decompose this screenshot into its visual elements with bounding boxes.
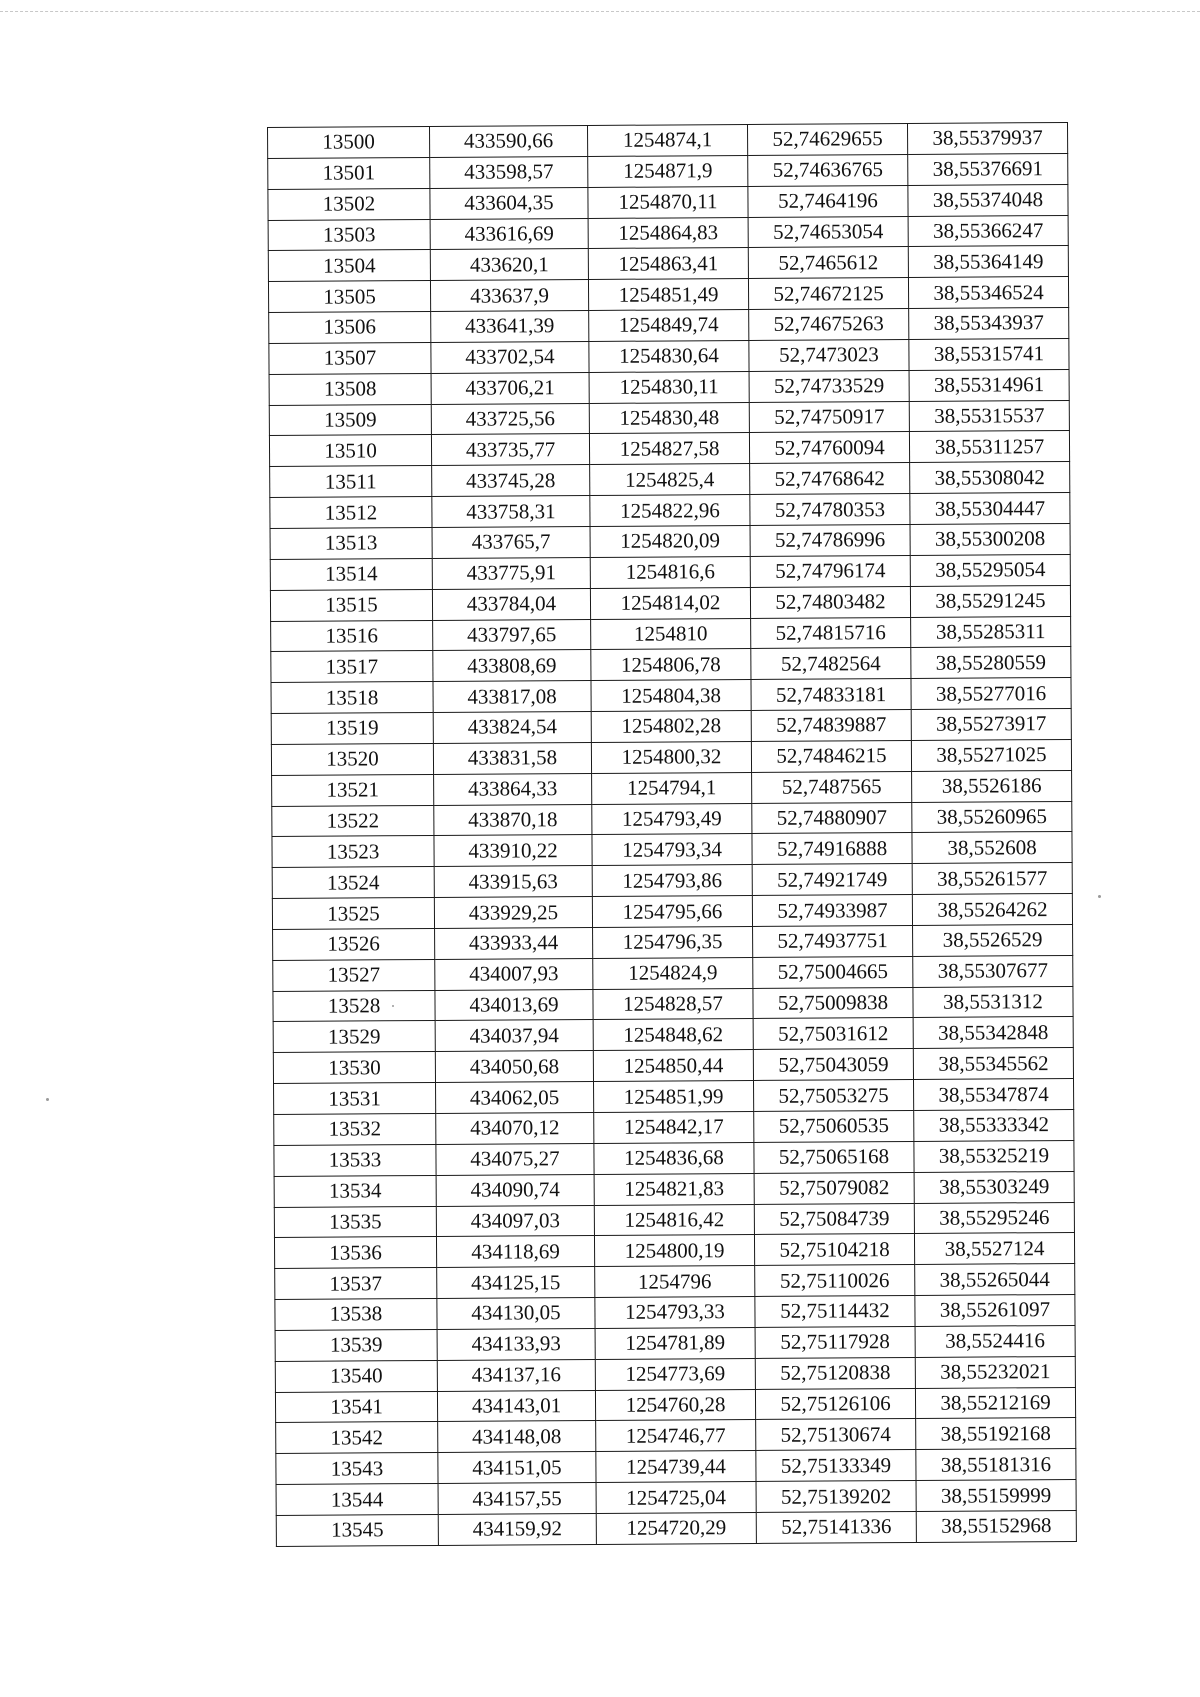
y-coordinate-cell: 1254836,68 [594, 1142, 754, 1174]
y-coordinate-cell: 1254746,77 [596, 1420, 756, 1452]
latitude-cell: 52,7487565 [752, 771, 912, 803]
longitude-cell: 38,55343937 [909, 308, 1069, 340]
point-number-cell: 13537 [275, 1268, 437, 1300]
latitude-cell: 52,74796174 [750, 555, 910, 587]
point-number-cell: 13526 [273, 928, 435, 960]
latitude-cell: 52,75126106 [755, 1388, 915, 1420]
y-coordinate-cell: 1254739,44 [596, 1451, 756, 1483]
longitude-cell: 38,55273917 [911, 708, 1071, 740]
table-row [269, 400, 1069, 436]
table-row [273, 924, 1073, 960]
longitude-cell: 38,55304447 [910, 493, 1070, 525]
latitude-cell: 52,75009838 [753, 987, 913, 1019]
point-number-cell: 13504 [268, 250, 430, 282]
latitude-cell: 52,74653054 [748, 216, 908, 248]
x-coordinate-cell: 434137,16 [437, 1359, 595, 1391]
x-coordinate-cell: 433725,56 [431, 403, 589, 435]
x-coordinate-cell: 434070,12 [436, 1112, 594, 1144]
point-number-cell: 13540 [275, 1360, 437, 1392]
y-coordinate-cell: 1254793,33 [595, 1297, 755, 1329]
point-number-cell: 13515 [270, 589, 432, 621]
y-coordinate-cell: 1254781,89 [595, 1327, 755, 1359]
latitude-cell: 52,74937751 [753, 925, 913, 957]
x-coordinate-cell: 433641,39 [431, 311, 589, 343]
y-coordinate-cell: 1254851,99 [594, 1081, 754, 1113]
latitude-cell: 52,7464196 [748, 185, 908, 217]
point-number-cell: 13513 [270, 527, 432, 559]
latitude-cell: 52,75141336 [756, 1511, 916, 1543]
latitude-cell: 52,74921749 [752, 864, 912, 896]
x-coordinate-cell: 433590,66 [429, 125, 587, 157]
y-coordinate-cell: 1254863,41 [588, 248, 748, 280]
point-number-cell: 13539 [275, 1329, 437, 1361]
latitude-cell: 52,74786996 [750, 524, 910, 556]
x-coordinate-cell: 434075,27 [436, 1143, 594, 1175]
x-coordinate-cell: 433604,35 [430, 187, 588, 219]
table-row [272, 801, 1072, 837]
x-coordinate-cell: 434050,68 [435, 1051, 593, 1083]
x-coordinate-cell: 433758,31 [432, 496, 590, 528]
latitude-cell: 52,74815716 [751, 617, 911, 649]
y-coordinate-cell: 1254800,32 [591, 741, 751, 773]
latitude-cell: 52,74803482 [750, 586, 910, 618]
x-coordinate-cell: 434143,01 [437, 1390, 595, 1422]
longitude-cell: 38,5527124 [914, 1233, 1074, 1265]
longitude-cell: 38,55212169 [915, 1387, 1075, 1419]
latitude-cell: 52,74672125 [748, 278, 908, 310]
longitude-cell: 38,55295246 [914, 1202, 1074, 1234]
latitude-cell: 52,74629655 [747, 123, 907, 155]
point-number-cell: 13529 [273, 1021, 435, 1053]
x-coordinate-cell: 433706,21 [431, 372, 589, 404]
table-row [273, 1017, 1073, 1053]
point-number-cell: 13521 [272, 774, 434, 806]
table-row [271, 708, 1071, 744]
point-number-cell: 13530 [273, 1052, 435, 1084]
x-coordinate-cell: 433929,25 [434, 897, 592, 929]
y-coordinate-cell: 1254814,02 [590, 587, 750, 619]
longitude-cell: 38,55342848 [913, 1017, 1073, 1049]
coordinates-table-body [268, 122, 1077, 1546]
y-coordinate-cell: 1254870,11 [588, 186, 748, 218]
longitude-cell: 38,55277016 [911, 678, 1071, 710]
y-coordinate-cell: 1254850,44 [593, 1050, 753, 1082]
y-coordinate-cell: 1254830,11 [589, 371, 749, 403]
point-number-cell: 13542 [276, 1422, 438, 1454]
point-number-cell: 13520 [271, 743, 433, 775]
table-row [269, 431, 1069, 467]
latitude-cell: 52,75079082 [754, 1172, 914, 1204]
point-number-cell: 13501 [268, 157, 430, 189]
table-row [268, 246, 1068, 282]
point-number-cell: 13535 [274, 1206, 436, 1238]
point-number-cell: 13511 [270, 466, 432, 498]
x-coordinate-cell: 433870,18 [434, 804, 592, 836]
y-coordinate-cell: 1254864,83 [588, 217, 748, 249]
x-coordinate-cell: 433735,77 [431, 434, 589, 466]
table-row [275, 1387, 1075, 1423]
longitude-cell: 38,55152968 [916, 1510, 1076, 1542]
y-coordinate-cell: 1254848,62 [593, 1019, 753, 1051]
coordinates-table [267, 122, 1077, 1547]
x-coordinate-cell: 433831,58 [433, 742, 591, 774]
table-row [273, 986, 1073, 1022]
latitude-cell: 52,75060535 [754, 1110, 914, 1142]
y-coordinate-cell: 1254821,83 [594, 1173, 754, 1205]
point-number-cell: 13545 [276, 1514, 438, 1546]
x-coordinate-cell: 433933,44 [435, 927, 593, 959]
table-row [275, 1295, 1075, 1331]
longitude-cell: 38,55376691 [908, 153, 1068, 185]
y-coordinate-cell: 1254795,66 [592, 896, 752, 928]
table-row [268, 277, 1068, 313]
point-number-cell: 13543 [276, 1453, 438, 1485]
table-row [274, 1171, 1074, 1207]
x-coordinate-cell: 434013,69 [435, 989, 593, 1021]
latitude-cell: 52,75004665 [753, 956, 913, 988]
table-row [272, 832, 1072, 868]
latitude-cell: 52,74733529 [749, 370, 909, 402]
longitude-cell: 38,552608 [912, 832, 1072, 864]
table-row [276, 1510, 1076, 1546]
table-row [268, 153, 1068, 189]
y-coordinate-cell: 1254793,49 [592, 803, 752, 835]
y-coordinate-cell: 1254800,19 [594, 1235, 754, 1267]
table-row [275, 1356, 1075, 1392]
latitude-cell: 52,74750917 [749, 401, 909, 433]
x-coordinate-cell: 433824,54 [433, 712, 591, 744]
y-coordinate-cell: 1254720,29 [596, 1512, 756, 1544]
point-number-cell: 13517 [271, 651, 433, 683]
x-coordinate-cell: 434125,15 [437, 1267, 595, 1299]
longitude-cell: 38,55192168 [916, 1418, 1076, 1450]
longitude-cell: 38,55271025 [911, 739, 1071, 771]
table-row [270, 523, 1070, 559]
table-row [268, 122, 1068, 158]
longitude-cell: 38,55303249 [914, 1171, 1074, 1203]
point-number-cell: 13534 [274, 1175, 436, 1207]
longitude-cell: 38,55374048 [908, 184, 1068, 216]
x-coordinate-cell: 434090,74 [436, 1174, 594, 1206]
table-row [272, 894, 1072, 930]
y-coordinate-cell: 1254802,28 [591, 711, 751, 743]
point-number-cell: 13527 [273, 959, 435, 991]
longitude-cell: 38,55366247 [908, 215, 1068, 247]
longitude-cell: 38,55345562 [913, 1048, 1073, 1080]
table-row [271, 647, 1071, 683]
longitude-cell: 38,55232021 [915, 1356, 1075, 1388]
longitude-cell: 38,55325219 [914, 1140, 1074, 1172]
x-coordinate-cell: 434062,05 [436, 1082, 594, 1114]
longitude-cell: 38,55315741 [909, 338, 1069, 370]
table-row [276, 1449, 1076, 1485]
x-coordinate-cell: 434159,92 [438, 1513, 596, 1545]
point-number-cell: 13506 [269, 312, 431, 344]
longitude-cell: 38,55364149 [908, 246, 1068, 278]
point-number-cell: 13510 [269, 435, 431, 467]
longitude-cell: 38,55159999 [916, 1480, 1076, 1512]
latitude-cell: 52,74780353 [750, 494, 910, 526]
point-number-cell: 13536 [274, 1237, 436, 1269]
table-row [270, 554, 1070, 590]
table-row [269, 338, 1069, 374]
x-coordinate-cell: 434118,69 [436, 1236, 594, 1268]
longitude-cell: 38,55261097 [915, 1295, 1075, 1327]
table-row [272, 863, 1072, 899]
longitude-cell: 38,55260965 [912, 801, 1072, 833]
y-coordinate-cell: 1254773,69 [595, 1358, 755, 1390]
longitude-cell: 38,55285311 [911, 616, 1071, 648]
y-coordinate-cell: 1254849,74 [589, 310, 749, 342]
latitude-cell: 52,74768642 [750, 463, 910, 495]
table-row [274, 1109, 1074, 1145]
x-coordinate-cell: 433864,33 [434, 773, 592, 805]
latitude-cell: 52,74880907 [752, 802, 912, 834]
coordinates-table-container [267, 122, 1077, 1547]
latitude-cell: 52,74916888 [752, 833, 912, 865]
y-coordinate-cell: 1254824,9 [593, 957, 753, 989]
latitude-cell: 52,75065168 [754, 1141, 914, 1173]
x-coordinate-cell: 434148,08 [438, 1421, 596, 1453]
table-row [274, 1079, 1074, 1115]
longitude-cell: 38,5526529 [913, 924, 1073, 956]
y-coordinate-cell: 1254828,57 [593, 988, 753, 1020]
point-number-cell: 13538 [275, 1299, 437, 1331]
point-number-cell: 13528 [273, 990, 435, 1022]
y-coordinate-cell: 1254760,28 [595, 1389, 755, 1421]
longitude-cell: 38,55300208 [910, 523, 1070, 555]
point-number-cell: 13524 [272, 867, 434, 899]
longitude-cell: 38,55379937 [907, 122, 1067, 154]
x-coordinate-cell: 434130,05 [437, 1298, 595, 1330]
table-row [272, 770, 1072, 806]
table-row [270, 462, 1070, 498]
longitude-cell: 38,55295054 [910, 554, 1070, 586]
y-coordinate-cell: 1254822,96 [590, 495, 750, 527]
point-number-cell: 13505 [268, 281, 430, 313]
table-row [269, 308, 1069, 344]
scan-edge-line [0, 11, 1200, 12]
latitude-cell: 52,75130674 [756, 1419, 916, 1451]
table-row [268, 184, 1068, 220]
latitude-cell: 52,74760094 [749, 432, 909, 464]
x-coordinate-cell: 433702,54 [431, 341, 589, 373]
x-coordinate-cell: 434037,94 [435, 1020, 593, 1052]
x-coordinate-cell: 434133,93 [437, 1328, 595, 1360]
point-number-cell: 13541 [275, 1391, 437, 1423]
point-number-cell: 13518 [271, 682, 433, 714]
point-number-cell: 13503 [268, 219, 430, 251]
x-coordinate-cell: 433784,04 [432, 588, 590, 620]
latitude-cell: 52,75133349 [756, 1450, 916, 1482]
table-row [270, 585, 1070, 621]
latitude-cell: 52,75043059 [753, 1049, 913, 1081]
x-coordinate-cell: 433808,69 [433, 650, 591, 682]
latitude-cell: 52,74846215 [751, 740, 911, 772]
table-row [271, 616, 1071, 652]
table-row [268, 215, 1068, 251]
point-number-cell: 13514 [270, 558, 432, 590]
table-row [273, 1048, 1073, 1084]
point-number-cell: 13508 [269, 373, 431, 405]
x-coordinate-cell: 434007,93 [435, 958, 593, 990]
y-coordinate-cell: 1254871,9 [588, 155, 748, 187]
x-coordinate-cell: 433620,1 [430, 249, 588, 281]
y-coordinate-cell: 1254810 [591, 618, 751, 650]
y-coordinate-cell: 1254806,78 [591, 649, 751, 681]
point-number-cell: 13544 [276, 1484, 438, 1516]
latitude-cell: 52,74833181 [751, 679, 911, 711]
table-row [276, 1418, 1076, 1454]
point-number-cell: 13525 [272, 898, 434, 930]
longitude-cell: 38,55291245 [910, 585, 1070, 617]
latitude-cell: 52,74839887 [751, 709, 911, 741]
longitude-cell: 38,55311257 [909, 431, 1069, 463]
latitude-cell: 52,74933987 [752, 895, 912, 927]
longitude-cell: 38,55347874 [913, 1079, 1073, 1111]
longitude-cell: 38,55261577 [912, 863, 1072, 895]
table-row [273, 955, 1073, 991]
y-coordinate-cell: 1254830,48 [589, 402, 749, 434]
table-row [275, 1325, 1075, 1361]
y-coordinate-cell: 1254816,6 [590, 556, 750, 588]
latitude-cell: 52,7482564 [751, 648, 911, 680]
latitude-cell: 52,75114432 [755, 1296, 915, 1328]
y-coordinate-cell: 1254794,1 [592, 772, 752, 804]
point-number-cell: 13533 [274, 1144, 436, 1176]
longitude-cell: 38,55181316 [916, 1449, 1076, 1481]
longitude-cell: 38,55280559 [911, 647, 1071, 679]
latitude-cell: 52,75139202 [756, 1481, 916, 1513]
longitude-cell: 38,5524416 [915, 1325, 1075, 1357]
longitude-cell: 38,55307677 [913, 955, 1073, 987]
latitude-cell: 52,74636765 [748, 154, 908, 186]
latitude-cell: 52,75104218 [754, 1234, 914, 1266]
latitude-cell: 52,7473023 [749, 339, 909, 371]
x-coordinate-cell: 434097,03 [436, 1205, 594, 1237]
point-number-cell: 13502 [268, 188, 430, 220]
y-coordinate-cell: 1254725,04 [596, 1482, 756, 1514]
y-coordinate-cell: 1254793,86 [592, 865, 752, 897]
x-coordinate-cell: 433745,28 [432, 465, 590, 497]
table-row [274, 1140, 1074, 1176]
y-coordinate-cell: 1254874,1 [587, 124, 747, 156]
latitude-cell: 52,75084739 [754, 1203, 914, 1235]
x-coordinate-cell: 433637,9 [430, 280, 588, 312]
x-coordinate-cell: 433598,57 [430, 156, 588, 188]
y-coordinate-cell: 1254827,58 [589, 433, 749, 465]
point-number-cell: 13512 [270, 497, 432, 529]
longitude-cell: 38,55315537 [909, 400, 1069, 432]
table-row [274, 1202, 1074, 1238]
longitude-cell: 38,55265044 [915, 1264, 1075, 1296]
table-row [276, 1480, 1076, 1516]
table-row [275, 1264, 1075, 1300]
x-coordinate-cell: 433817,08 [433, 681, 591, 713]
point-number-cell: 13519 [271, 712, 433, 744]
scan-speck [392, 1005, 394, 1007]
longitude-cell: 38,5526186 [912, 770, 1072, 802]
latitude-cell: 52,75053275 [754, 1080, 914, 1112]
y-coordinate-cell: 1254820,09 [590, 525, 750, 557]
y-coordinate-cell: 1254830,64 [589, 340, 749, 372]
latitude-cell: 52,7465612 [748, 247, 908, 279]
y-coordinate-cell: 1254804,38 [591, 680, 751, 712]
point-number-cell: 13516 [271, 620, 433, 652]
point-number-cell: 13500 [268, 126, 430, 158]
x-coordinate-cell: 433616,69 [430, 218, 588, 250]
point-number-cell: 13531 [274, 1083, 436, 1115]
y-coordinate-cell: 1254816,42 [594, 1204, 754, 1236]
point-number-cell: 13507 [269, 342, 431, 374]
x-coordinate-cell: 433797,65 [433, 619, 591, 651]
y-coordinate-cell: 1254851,49 [588, 279, 748, 311]
latitude-cell: 52,75031612 [753, 1018, 913, 1050]
latitude-cell: 52,75110026 [755, 1265, 915, 1297]
table-row [271, 678, 1071, 714]
longitude-cell: 38,55346524 [908, 277, 1068, 309]
table-row [271, 739, 1071, 775]
table-row [274, 1233, 1074, 1269]
y-coordinate-cell: 1254793,34 [592, 834, 752, 866]
x-coordinate-cell: 433765,7 [432, 526, 590, 558]
point-number-cell: 13523 [272, 836, 434, 868]
y-coordinate-cell: 1254796,35 [593, 926, 753, 958]
scan-speck [46, 1098, 49, 1101]
longitude-cell: 38,55308042 [910, 462, 1070, 494]
x-coordinate-cell: 433775,91 [432, 557, 590, 589]
y-coordinate-cell: 1254825,4 [590, 464, 750, 496]
x-coordinate-cell: 434157,55 [438, 1483, 596, 1515]
table-row [270, 493, 1070, 529]
point-number-cell: 13509 [269, 404, 431, 436]
longitude-cell: 38,55314961 [909, 369, 1069, 401]
point-number-cell: 13522 [272, 805, 434, 837]
x-coordinate-cell: 434151,05 [438, 1452, 596, 1484]
x-coordinate-cell: 433915,63 [434, 866, 592, 898]
y-coordinate-cell: 1254796 [595, 1266, 755, 1298]
point-number-cell: 13532 [274, 1113, 436, 1145]
latitude-cell: 52,75120838 [755, 1357, 915, 1389]
table-row [269, 369, 1069, 405]
latitude-cell: 52,75117928 [755, 1326, 915, 1358]
y-coordinate-cell: 1254842,17 [594, 1111, 754, 1143]
longitude-cell: 38,5531312 [913, 986, 1073, 1018]
latitude-cell: 52,74675263 [749, 309, 909, 341]
scan-speck [1098, 895, 1101, 898]
x-coordinate-cell: 433910,22 [434, 835, 592, 867]
longitude-cell: 38,55264262 [912, 894, 1072, 926]
longitude-cell: 38,55333342 [914, 1109, 1074, 1141]
